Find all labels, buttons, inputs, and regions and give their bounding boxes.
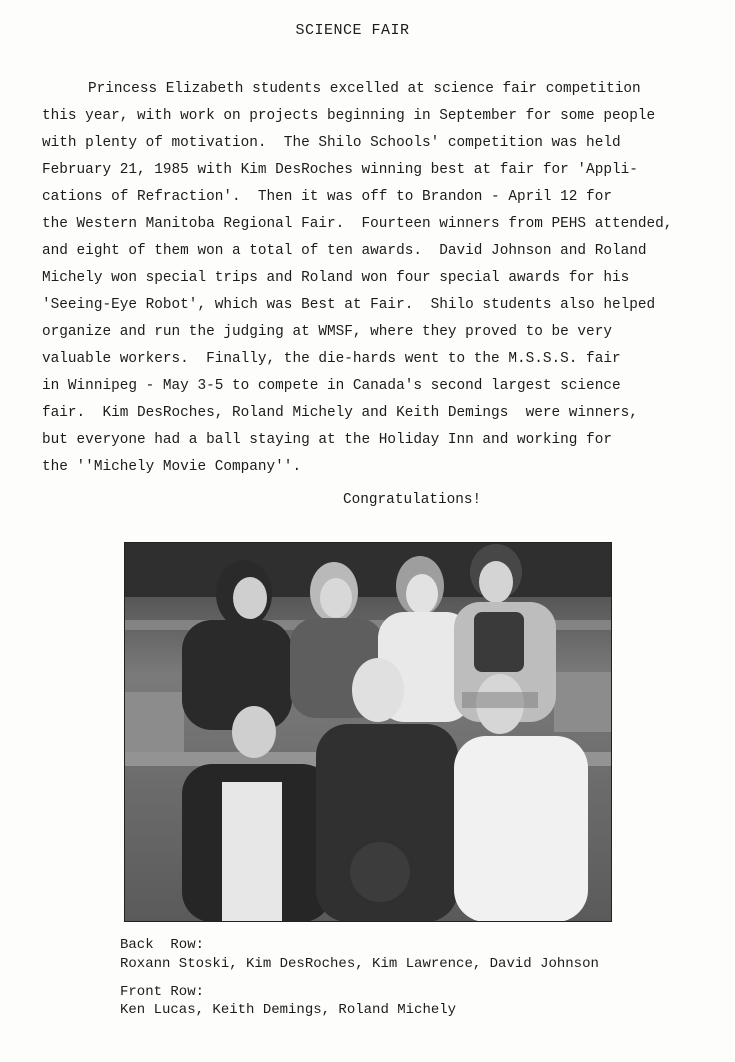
paragraph-line: valuable workers. Finally, the die-hards went to the M.S.S.S. fair bbox=[42, 351, 621, 367]
group-photo-illustration bbox=[124, 542, 612, 922]
paragraph-line: cations of Refraction'. Then it was off to Brandon - April 12 for bbox=[42, 189, 612, 205]
article-paragraph bbox=[42, 76, 712, 481]
closing-line: Congratulations! bbox=[343, 492, 482, 508]
paragraph-line: with plenty of motivation. The Shilo Schools' competition was held bbox=[42, 135, 621, 151]
caption-front-row-label: Front Row: bbox=[120, 984, 205, 1000]
caption-front-row-names: Ken Lucas, Keith Demings, Roland Michely bbox=[120, 1002, 457, 1018]
paragraph-line: the ''Michely Movie Company''. bbox=[42, 459, 302, 475]
paragraph-line: Princess Elizabeth students excelled at science fair competition bbox=[88, 81, 641, 97]
page-title: SCIENCE FAIR bbox=[295, 22, 410, 39]
paragraph-line: fair. Kim DesRoches, Roland Michely and Keith Demings were winners, bbox=[42, 405, 638, 421]
paragraph-line: Michely won special trips and Roland won four special awards for his bbox=[42, 270, 630, 286]
paragraph-line: in Winnipeg - May 3-5 to compete in Canada's second largest science bbox=[42, 378, 621, 394]
group-photo bbox=[124, 542, 612, 922]
paragraph-line: February 21, 1985 with Kim DesRoches winning best at fair for 'Appli- bbox=[42, 162, 638, 178]
paragraph-line: organize and run the judging at WMSF, where they proved to be very bbox=[42, 324, 612, 340]
paragraph-line: this year, with work on projects beginning in September for some people bbox=[42, 108, 656, 124]
paragraph-line: 'Seeing-Eye Robot', which was Best at Fair. Shilo students also helped bbox=[42, 297, 656, 313]
paragraph-line: but everyone had a ball staying at the Holiday Inn and working for bbox=[42, 432, 612, 448]
caption-back-row-names: Roxann Stoski, Kim DesRoches, Kim Lawrence, David Johnson bbox=[120, 956, 599, 972]
paragraph-line: the Western Manitoba Regional Fair. Fourteen winners from PEHS attended, bbox=[42, 216, 673, 232]
caption-back-row-label: Back Row: bbox=[120, 937, 205, 953]
paragraph-line: and eight of them won a total of ten awards. David Johnson and Roland bbox=[42, 243, 647, 259]
